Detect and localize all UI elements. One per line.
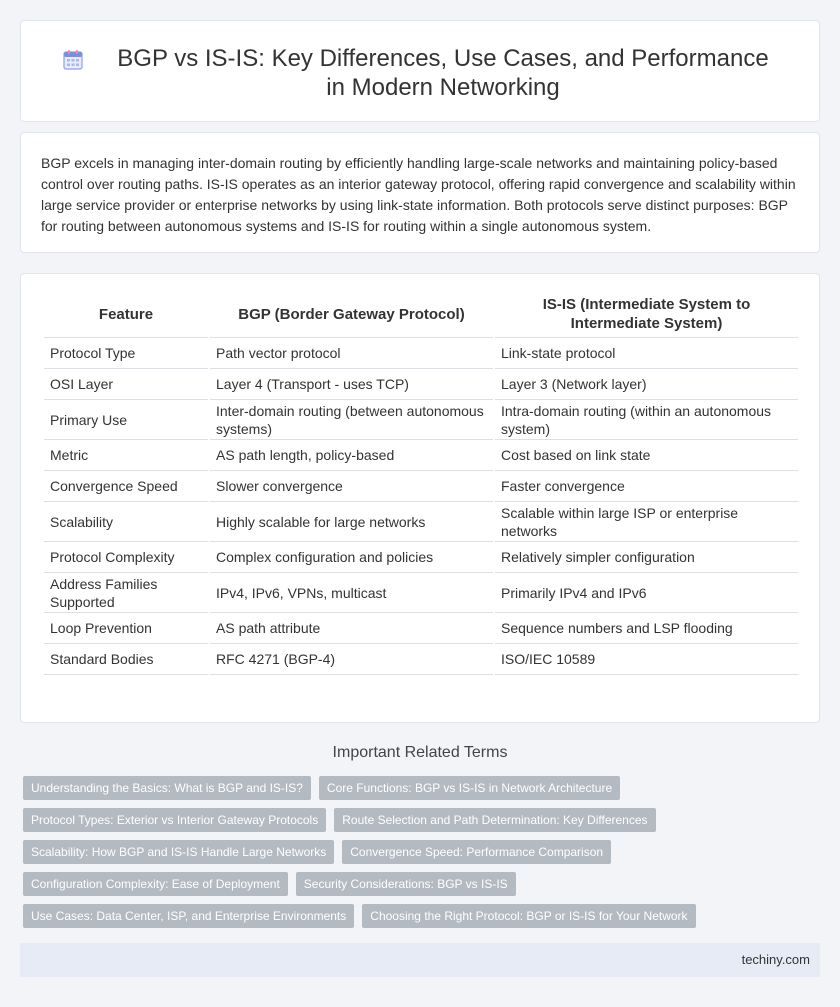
related-term-tag[interactable]: Route Selection and Path Determination: Key Differences bbox=[334, 808, 655, 832]
isis-cell: Scalable within large ISP or enterprise networks bbox=[495, 502, 798, 542]
isis-cell: Relatively simpler configuration bbox=[495, 542, 798, 573]
related-term-tag[interactable]: Understanding the Basics: What is BGP and IS-IS? bbox=[23, 776, 311, 800]
header-feature: Feature bbox=[44, 291, 208, 338]
related-term-tag[interactable]: Choosing the Right Protocol: BGP or IS-IS for Your Network bbox=[362, 904, 695, 928]
table-row bbox=[44, 369, 798, 400]
bgp-cell: Highly scalable for large networks bbox=[210, 502, 493, 542]
feature-cell: Standard Bodies bbox=[44, 644, 208, 675]
bgp-cell: Inter-domain routing (between autonomous systems) bbox=[210, 400, 493, 440]
header-bgp: BGP (Border Gateway Protocol) bbox=[210, 291, 493, 338]
table-row bbox=[44, 644, 798, 675]
bgp-cell: Layer 4 (Transport - uses TCP) bbox=[210, 369, 493, 400]
related-term-tag[interactable]: Protocol Types: Exterior vs Interior Gateway Protocols bbox=[23, 808, 326, 832]
tag-row bbox=[23, 904, 803, 928]
tag-row bbox=[23, 808, 803, 832]
isis-cell: Link-state protocol bbox=[495, 338, 798, 369]
intro-card bbox=[20, 132, 820, 253]
tag-row bbox=[23, 776, 803, 800]
bgp-cell: Complex configuration and policies bbox=[210, 542, 493, 573]
related-term-tag[interactable]: Security Considerations: BGP vs IS-IS bbox=[296, 872, 516, 896]
isis-cell: ISO/IEC 10589 bbox=[495, 644, 798, 675]
table-header-row bbox=[44, 291, 798, 338]
footer-site-link[interactable]: techiny.com bbox=[741, 952, 810, 967]
comparison-table bbox=[42, 291, 800, 675]
intro-paragraph: BGP excels in managing inter-domain routing by efficiently handling large-scale networks and maintaining policy-based control over routing paths. IS-IS operates as an interior gateway protocol, offering rapid convergence and scalability within large service provider or enterprise networks by using link-state information. Both protocols serve distinct purposes: BGP for routing between autonomous systems and IS-IS for routing within a single autonomous system. bbox=[41, 155, 796, 234]
isis-cell: Cost based on link state bbox=[495, 440, 798, 471]
footer-bar bbox=[20, 943, 820, 977]
bgp-cell: AS path attribute bbox=[210, 613, 493, 644]
table-row bbox=[44, 502, 798, 542]
feature-cell: Scalability bbox=[44, 502, 208, 542]
related-terms-list bbox=[23, 776, 803, 936]
feature-cell: Loop Prevention bbox=[44, 613, 208, 644]
isis-cell: Sequence numbers and LSP flooding bbox=[495, 613, 798, 644]
isis-cell: Layer 3 (Network layer) bbox=[495, 369, 798, 400]
tag-row bbox=[23, 840, 803, 864]
tag-row bbox=[23, 872, 803, 896]
bgp-cell: IPv4, IPv6, VPNs, multicast bbox=[210, 573, 493, 613]
page-title: BGP vs IS-IS: Key Differences, Use Cases, and Performance in Modern Networking bbox=[117, 45, 769, 101]
table-row bbox=[44, 400, 798, 440]
feature-cell: Address Families Supported bbox=[44, 573, 208, 613]
comparison-table-card bbox=[20, 273, 820, 723]
bgp-cell: RFC 4271 (BGP-4) bbox=[210, 644, 493, 675]
title-card bbox=[20, 20, 820, 122]
related-term-tag[interactable]: Core Functions: BGP vs IS-IS in Network Architecture bbox=[319, 776, 620, 800]
feature-cell: Metric bbox=[44, 440, 208, 471]
related-term-tag[interactable]: Configuration Complexity: Ease of Deployment bbox=[23, 872, 288, 896]
header-isis: IS-IS (Intermediate System to Intermediate System) bbox=[495, 291, 798, 338]
isis-cell: Primarily IPv4 and IPv6 bbox=[495, 573, 798, 613]
table-row bbox=[44, 471, 798, 502]
feature-cell: Convergence Speed bbox=[44, 471, 208, 502]
table-row bbox=[44, 542, 798, 573]
related-terms-heading: Important Related Terms bbox=[332, 744, 508, 761]
related-term-tag[interactable]: Scalability: How BGP and IS-IS Handle Large Networks bbox=[23, 840, 334, 864]
feature-cell: Protocol Type bbox=[44, 338, 208, 369]
bgp-cell: Slower convergence bbox=[210, 471, 493, 502]
related-term-tag[interactable]: Use Cases: Data Center, ISP, and Enterprise Environments bbox=[23, 904, 354, 928]
bgp-cell: Path vector protocol bbox=[210, 338, 493, 369]
table-row bbox=[44, 440, 798, 471]
table-row bbox=[44, 613, 798, 644]
bgp-cell: AS path length, policy-based bbox=[210, 440, 493, 471]
isis-cell: Intra-domain routing (within an autonomous system) bbox=[495, 400, 798, 440]
related-term-tag[interactable]: Convergence Speed: Performance Comparison bbox=[342, 840, 611, 864]
table-row bbox=[44, 573, 798, 613]
isis-cell: Faster convergence bbox=[495, 471, 798, 502]
calendar-icon bbox=[61, 48, 85, 72]
feature-cell: Protocol Complexity bbox=[44, 542, 208, 573]
feature-cell: OSI Layer bbox=[44, 369, 208, 400]
table-row bbox=[44, 338, 798, 369]
feature-cell: Primary Use bbox=[44, 400, 208, 440]
